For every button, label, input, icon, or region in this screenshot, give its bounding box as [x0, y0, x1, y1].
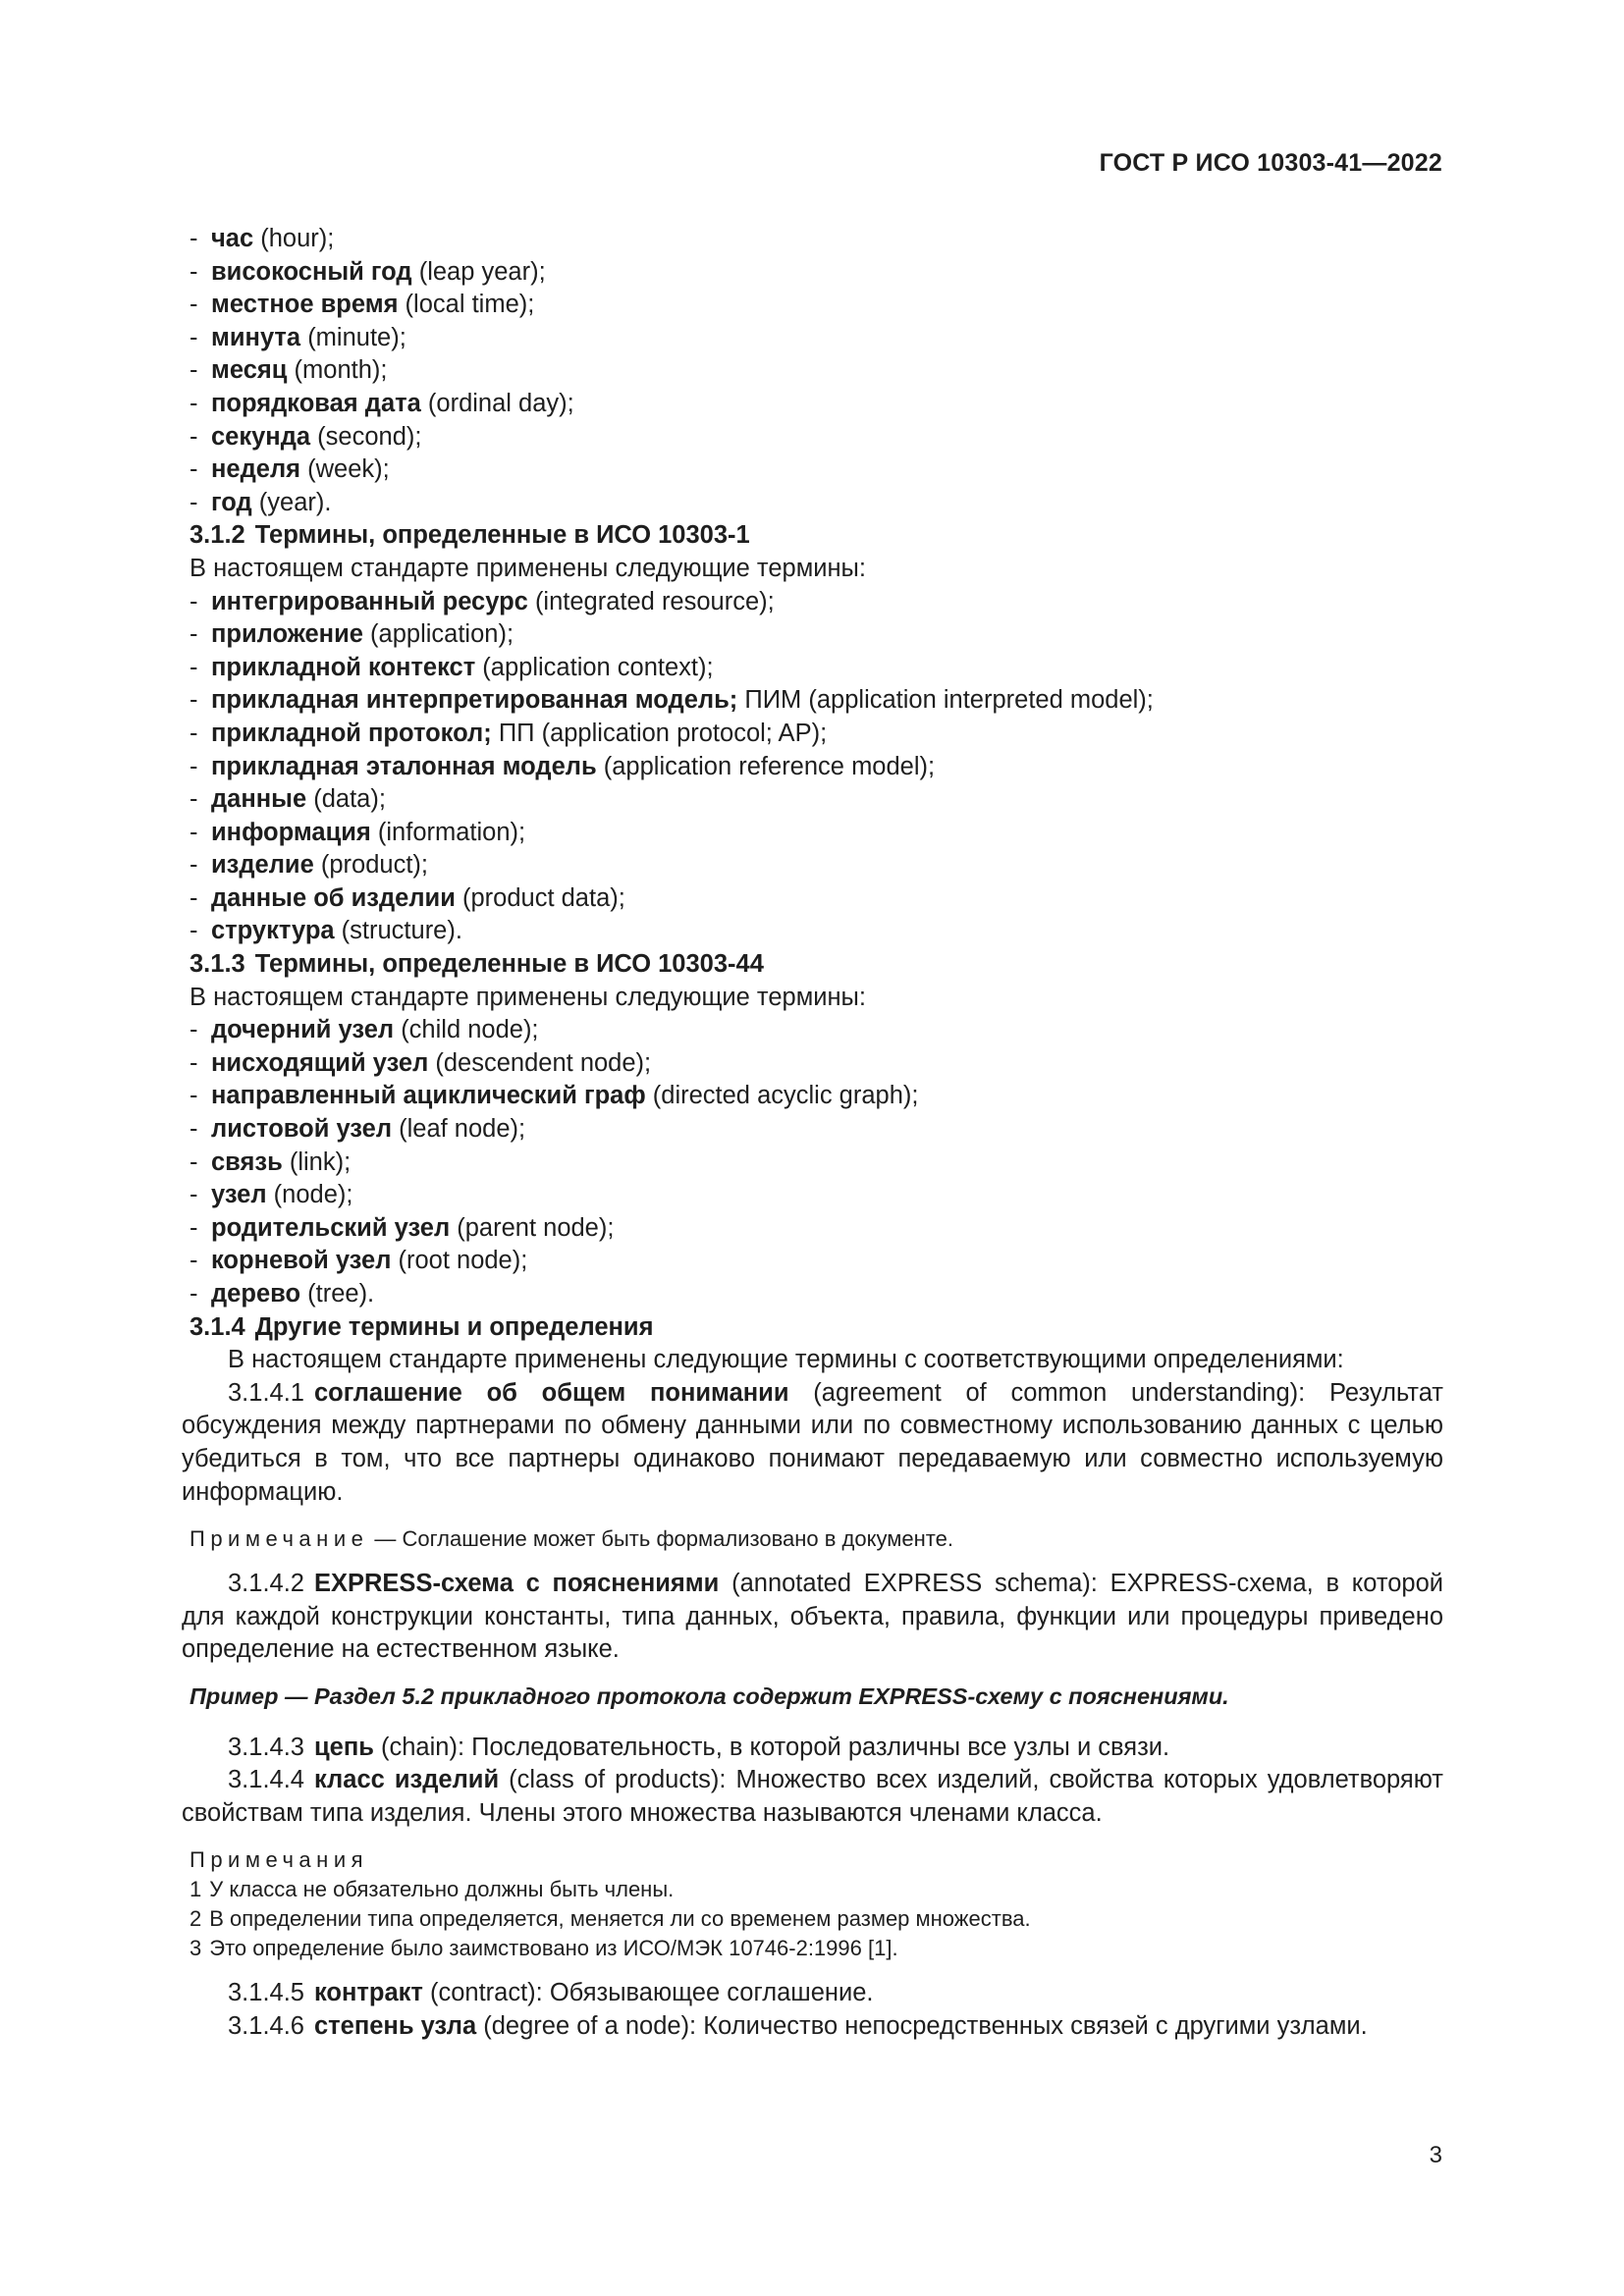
list-item: - месяц (month); [189, 356, 388, 385]
list-item: - узел (node); [189, 1181, 353, 1209]
definition-3-1-4-3: 3.1.4.3 цепь (chain): Последовательность, в которой различны все узлы и связи. [228, 1733, 1170, 1761]
section-heading-3-1-2: 3.1.2 Термины, определенные в ИСО 10303-1 [189, 521, 750, 550]
page-number: 3 [1429, 2142, 1442, 2168]
list-item: - данные (data); [189, 785, 386, 814]
list-item: - данные об изделии (product data); [189, 883, 625, 912]
list-item: - родительский узел (parent node); [189, 1213, 615, 1242]
time-terms-list [182, 223, 1443, 519]
list-item: - прикладной протокол; ПП (application protocol; AP); [189, 719, 828, 747]
list-item: - приложение (application); [189, 620, 514, 649]
example: Пример — Раздел 5.2 прикладного протокола содержит EXPRESS-схему с пояснениями. [189, 1682, 1229, 1709]
definition-3-1-4-5: 3.1.4.5 контракт (contract): Обязывающее соглашение. [228, 1979, 874, 2007]
definition-3-1-4-6: 3.1.4.6 степень узла (degree of a node): Количество непосредственных связей с другими узлами. [228, 2011, 1368, 2040]
document-header: ГОСТ Р ИСО 10303-41—2022 [1099, 149, 1442, 177]
note-item: 1 У класса не обязательно должны быть члены. [189, 1877, 675, 1902]
note-item: 2 В определении типа определяется, меняется ли со временем размер множества. [189, 1906, 1031, 1932]
list-item: - корневой узел (root node); [189, 1247, 528, 1275]
notes-block [189, 1845, 1443, 1963]
list-item: - направленный ациклический граф (directed acyclic graph); [189, 1082, 919, 1110]
list-item: - прикладной контекст (application context); [189, 653, 714, 681]
section-intro: В настоящем стандарте применены следующие термины: [189, 554, 866, 582]
definition-3-1-4-4: 3.1.4.4 класс изделий (class of products): Множество всех изделий, свойства которых удовлетворяют свойствам типа изделия. Члены этого множества называются членами класса. [182, 1766, 1443, 1827]
list-item: - прикладная интерпретированная модель; ПИМ (application interpreted model); [189, 686, 1154, 715]
section-intro: В настоящем стандарте применены следующие термины с соответствующими определениями: [228, 1346, 1344, 1374]
list-item: - интегрированный ресурс (integrated resource); [189, 587, 775, 615]
list-item: - нисходящий узел (descendent node); [189, 1048, 652, 1077]
section-heading-3-1-3: 3.1.3 Термины, определенные в ИСО 10303-44 [189, 950, 764, 979]
list-item: - изделие (product); [189, 851, 428, 880]
list-item: - дочерний узел (child node); [189, 1016, 539, 1044]
iso-10303-1-terms-list [182, 586, 1443, 949]
list-item: - год (year). [189, 488, 332, 516]
definition-3-1-4-2: 3.1.4.2 EXPRESS-схема с пояснениями (annotated EXPRESS schema): EXPRESS-схема, в которой для каждой конструкции константы, типа данных, объекта, правила, функции или процедуры приведено определение на естественном языке. [182, 1570, 1443, 1664]
list-item: - час (hour); [189, 225, 335, 252]
note: Примечание — Соглашение может быть формализовано в документе. [189, 1526, 953, 1552]
definition-3-1-4-1: 3.1.4.1 соглашение об общем понимании (agreement of common understanding): Результат обсуждения между партнерами по обмену данными или по совместному использованию данных с целью убедиться в том, что все партнеры одинаково понимают передаваемую или совместно используемую информацию. [182, 1378, 1443, 1506]
iso-10303-44-terms-list [182, 1014, 1443, 1310]
list-item: - прикладная эталонная модель (application reference model); [189, 752, 936, 780]
list-item: - минута (minute); [189, 323, 406, 351]
list-item: - секунда (second); [189, 422, 422, 451]
list-item: - структура (structure). [189, 917, 462, 945]
notes-label: Примечания [189, 1847, 369, 1873]
note-item: 3 Это определение было заимствовано из ИСО/МЭК 10746-2:1996 [1]. [189, 1936, 898, 1961]
document-body [182, 223, 1443, 2044]
list-item: - порядковая дата (ordinal day); [189, 389, 574, 417]
list-item: - местное время (local time); [189, 291, 535, 319]
list-item: - информация (information); [189, 818, 526, 846]
section-heading-3-1-4: 3.1.4 Другие термины и определения [189, 1312, 654, 1341]
list-item: - листовой узел (leaf node); [189, 1115, 526, 1144]
list-item: - дерево (tree). [189, 1280, 375, 1308]
list-item: - связь (link); [189, 1148, 352, 1176]
section-intro: В настоящем стандарте применены следующие термины: [189, 983, 866, 1011]
list-item: - високосный год (leap year); [189, 257, 546, 286]
list-item: - неделя (week); [189, 455, 390, 484]
